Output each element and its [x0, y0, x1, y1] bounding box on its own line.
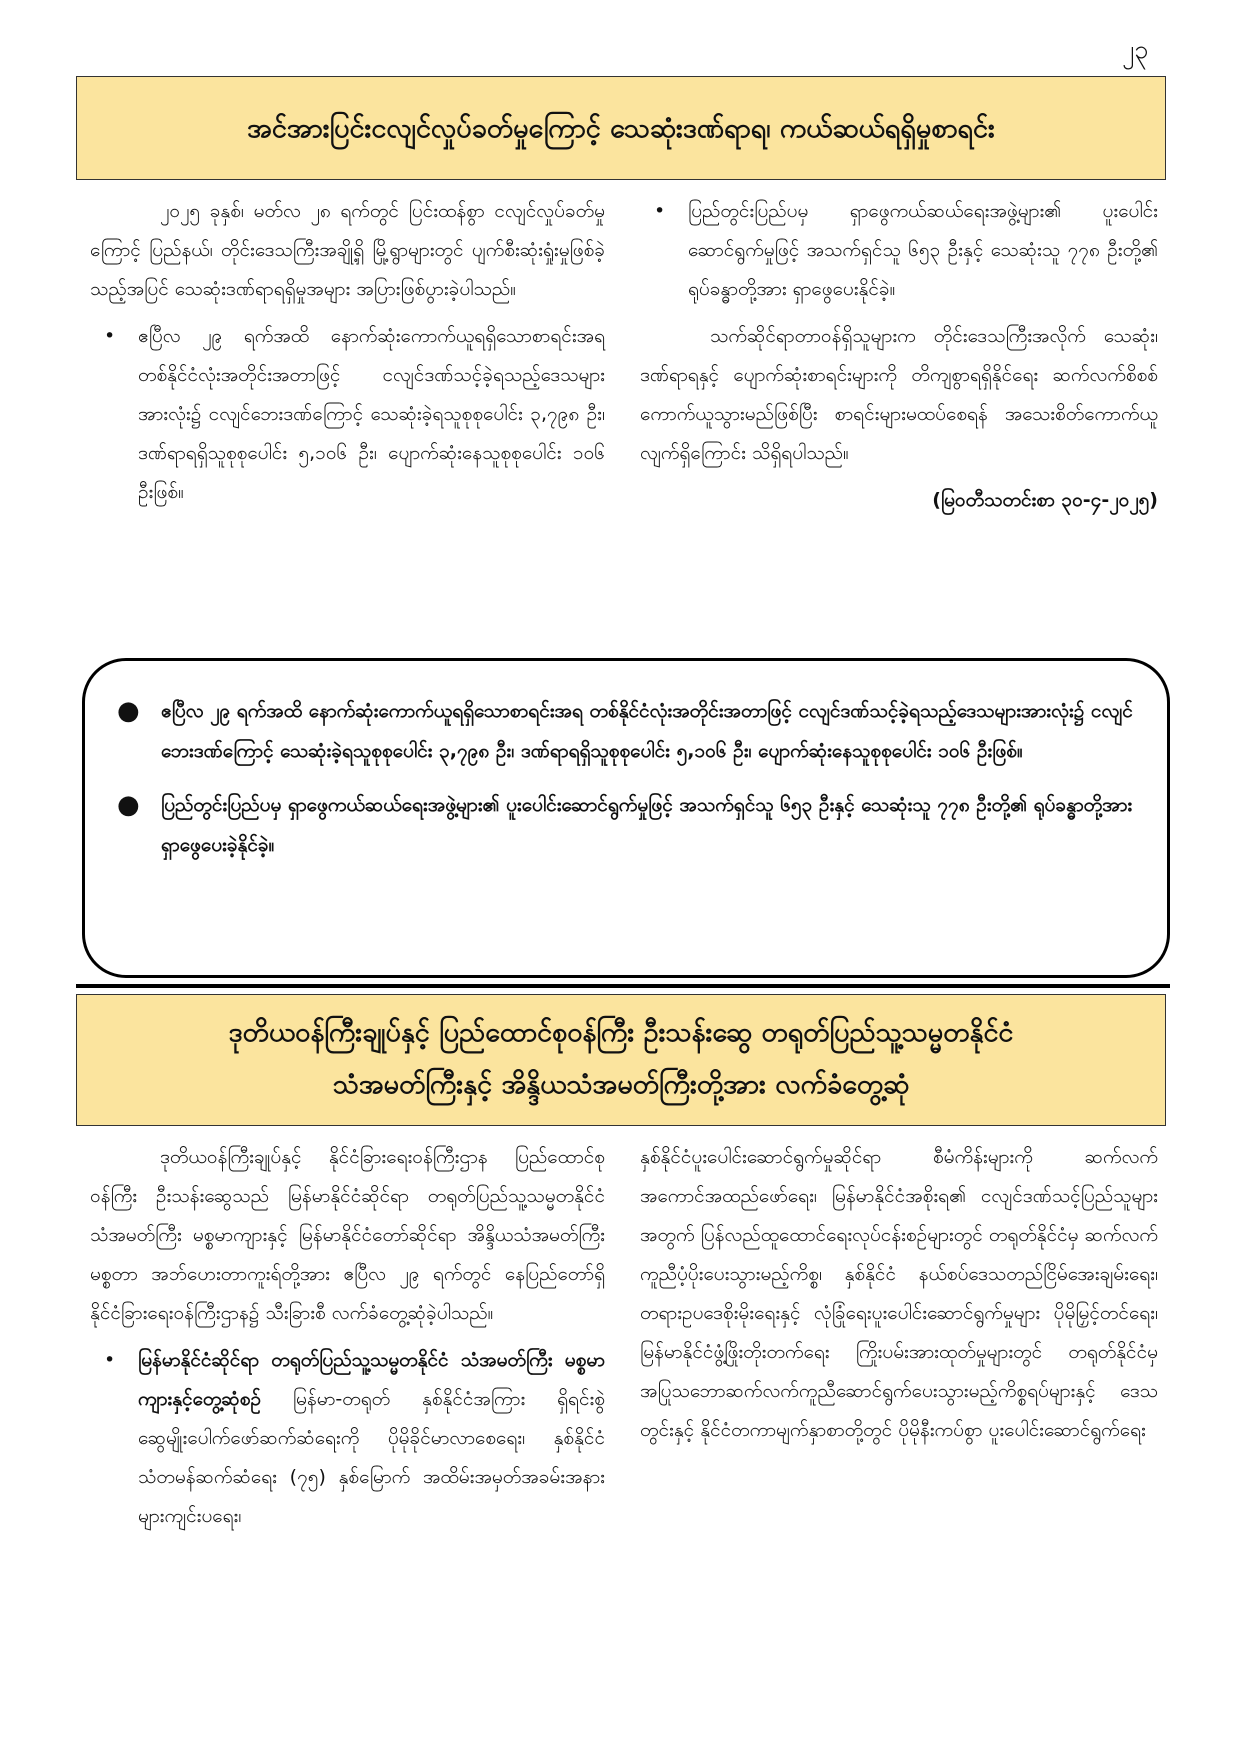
article-1-right-bullet	[640, 192, 1158, 309]
bullet-icon: •	[104, 1349, 116, 1371]
article-1-intro-paragraph: ၂၀၂၅ ခုနှစ်၊ မတ်လ ၂၈ ရက်တွင် ပြင်းထန်စွာ ငလျင်လှုပ်ခတ်မှုကြောင့် ပြည်နယ်၊ တိုင်းဒေသကြီးအချို့ရှိ မြို့ရွာများတွင် ပျက်စီးဆုံးရှုံးမှုဖြစ်ခဲ့သည့်အပြင် သေဆုံးဒဏ်ရာရရှိမှုအများ အပြားဖြစ်ပွားခဲ့ပါသည်။	[90, 200, 605, 300]
article-2-left-bullet-text: မြန်မာ-တရုတ် နှစ်နိုင်ငံအကြား ရှိရင်းစွဲဆွေမျိုးပေါက်ဖော်ဆက်ဆံရေးကို ပိုမိုခိုင်မာလာစေရေး၊ နှစ်နိုင်ငံ သံတမန်ဆက်ဆံရေး (၇၅) နှစ်မြောက် အထိမ်းအမှတ်အခမ်းအနားများကျင်းပရေး၊	[138, 1388, 605, 1527]
article-2-right-column	[640, 1138, 1158, 1450]
callout-bullet-2-text: ပြည်တွင်းပြည်ပမှ ရှာဖွေကယ်ဆယ်ရေးအဖွဲ့များ၏ ပူးပေါင်းဆောင်ရွက်မှုဖြင့် အသက်ရှင်သူ ၆၅၃ ဦးနှင့် သေဆုံးသူ ၇၇၈ ဦးတို့၏ ရုပ်ခန္ဓာတို့အား ရှာဖွေပေးခဲ့နိုင်ခဲ့။	[161, 794, 1133, 856]
article-1-right-paragraph: သက်ဆိုင်ရာတာဝန်ရှိသူများက တိုင်းဒေသကြီးအလိုက် သေဆုံး၊ ဒဏ်ရာရနှင့် ပျောက်ဆုံးစာရင်းများကို တိကျစွာရရှိနိုင်ရေး ဆက်လက်စိစစ်ကောက်ယူသွားမည်ဖြစ်ပြီး စာရင်းများမထပ်စေရန် အသေးစိတ်ကောက်ယူလျက်ရှိကြောင်း သိရှိရပါသည်။	[640, 325, 1158, 464]
article-2-title	[76, 994, 1166, 1126]
article-2-right-paragraph: နှစ်နိုင်ငံပူးပေါင်းဆောင်ရွက်မှုဆိုင်ရာ စီမံကိန်းများကို ဆက်လက်အကောင်အထည်ဖော်ရေး၊ မြန်မာနိုင်ငံအစိုးရ၏ ငလျင်ဒဏ်သင့်ပြည်သူများအတွက် ပြန်လည်ထူထောင်ရေးလုပ်ငန်းစဉ်များတွင် တရုတ်နိုင်ငံမှ ဆက်လက်ကူညီပံ့ပိုးပေးသွားမည့်ကိစ္စ၊ နှစ်နိုင်ငံ နယ်စပ်ဒေသတည်ငြိမ်အေးချမ်းရေး၊ တရားဥပဒေစိုးမိုးရေးနှင့် လုံခြုံရေးပူးပေါင်းဆောင်ရွက်မှုများ ပိုမိုမြှင့်တင်ရေး၊ မြန်မာနိုင်ငံဖွံ့ဖြိုးတိုးတက်ရေး ကြိုးပမ်းအားထုတ်မှုများတွင် တရုတ်နိုင်ငံမှ အပြုသဘောဆက်လက်ကူညီဆောင်ရွက်ပေးသွားမည့်ကိစ္စရပ်များနှင့် ဒေသတွင်းနှင့် နိုင်ငံတကာမျက်နှာစာတို့တွင် ပိုမိုနီးကပ်စွာ ပူးပေါင်းဆောင်ရွက်ရေး	[640, 1146, 1158, 1441]
article-2-left-bullet	[90, 1341, 605, 1536]
bullet-icon: •	[654, 200, 666, 222]
article-1-source: (မြဝတီသတင်းစာ ၃၀-၄-၂၀၂၅)	[932, 489, 1158, 511]
article-1-title: အင်အားပြင်းငလျင်လှုပ်ခတ်မှုကြောင့် သေဆုံးဒဏ်ရာရ၊ ကယ်ဆယ်ရရှိမှုစာရင်း	[76, 76, 1166, 180]
bullet-icon: •	[104, 325, 116, 347]
callout-bullet-2	[109, 785, 1139, 865]
article-1-left-column	[90, 192, 605, 512]
article-2-title-line-2: သံအမတ်ကြီးနှင့် အိန္ဒိယသံအမတ်ကြီးတို့အား လက်ခံတွေ့ဆုံ	[332, 1069, 910, 1100]
article-1-left-bullet-text: ဧပြီလ ၂၉ ရက်အထိ နောက်ဆုံးကောက်ယူရရှိသောစာရင်းအရ တစ်နိုင်ငံလုံးအတိုင်းအတာဖြင့် ငလျင်ဒဏ်သင့်ခဲ့ရသည့်ဒေသများအားလုံး၌ ငလျင်ဘေးဒဏ်ကြောင့် သေဆုံးခဲ့ရသူစုစုပေါင်း ၃,၇၉၈ ဦး၊ ဒဏ်ရာရရှိသူစုစုပေါင်း ၅,၁၀၆ ဦး၊ ပျောက်ဆုံးနေသူစုစုပေါင်း ၁၀၆ ဦးဖြစ်။	[138, 325, 605, 503]
section-divider	[76, 984, 1170, 988]
callout-bullet-1-text: ဧပြီလ ၂၉ ရက်အထိ နောက်ဆုံးကောက်ယူရရှိသောစာရင်းအရ တစ်နိုင်ငံလုံးအတိုင်းအတာဖြင့် ငလျင်ဒဏ်သင့်ခဲ့ရသည့်ဒေသများအားလုံး၌ ငလျင်ဘေးဒဏ်ကြောင့် သေဆုံးခဲ့ရသူစုစုပေါင်း ၃,၇၉၈ ဦး၊ ဒဏ်ရာရရှိသူစုစုပေါင်း ၅,၁၀၆ ဦး၊ ပျောက်ဆုံးနေသူစုစုပေါင်း ၁၀၆ ဦးဖြစ်။	[161, 700, 1133, 762]
callout-bullet-1	[109, 691, 1139, 771]
bullet-icon: ●	[117, 696, 140, 726]
article-1-right-bullet-text: ပြည်တွင်းပြည်ပမှ ရှာဖွေကယ်ဆယ်ရေးအဖွဲ့များ၏ ပူးပေါင်းဆောင်ရွက်မှုဖြင့် အသက်ရှင်သူ ၆၅၃ ဦးနှင့် သေဆုံးသူ ၇၇၈ ဦးတို့၏ ရုပ်ခန္ဓာတို့အား ရှာဖွေပေးနိုင်ခဲ့။	[688, 200, 1158, 300]
page-number: ၂၃	[1122, 35, 1149, 64]
highlight-callout	[82, 658, 1170, 978]
bullet-icon: ●	[117, 790, 140, 820]
article-2-left-bullet-bold: မြန်မာနိုင်ငံဆိုင်ရာ တရုတ်ပြည်သူ့သမ္မတနိုင်ငံ သံအမတ်ကြီး မစ္စမာကျားနှင့်တွေ့ဆုံစဉ်	[138, 1349, 605, 1410]
article-1-right-column	[640, 192, 1158, 520]
article-2-title-line-1: ဒုတိယဝန်ကြီးချုပ်နှင့် ပြည်ထောင်စုဝန်ကြီး ဦးသန်းဆွေ တရုတ်ပြည်သူ့သမ္မတနိုင်ငံ	[228, 1017, 1014, 1048]
article-1-left-bullet	[90, 317, 605, 512]
article-2-intro-paragraph: ဒုတိယဝန်ကြီးချုပ်နှင့် နိုင်ငံခြားရေးဝန်ကြီးဌာန ပြည်ထောင်စုဝန်ကြီး ဦးသန်းဆွေသည် မြန်မာနိုင်ငံဆိုင်ရာ တရုတ်ပြည်သူ့သမ္မတနိုင်ငံ သံအမတ်ကြီး မစ္စမာကျားနှင့် မြန်မာနိုင်ငံတော်ဆိုင်ရာ အိန္ဒိယသံအမတ်ကြီး မစ္စတာ အဘ်ဟေးတာကူးရ်တို့အား ဧပြီလ ၂၉ ရက်တွင် နေပြည်တော်ရှိ နိုင်ငံခြားရေးဝန်ကြီးဌာန၌ သီးခြားစီ လက်ခံတွေ့ဆုံခဲ့ပါသည်။	[90, 1146, 605, 1324]
article-2-left-column	[90, 1138, 605, 1536]
